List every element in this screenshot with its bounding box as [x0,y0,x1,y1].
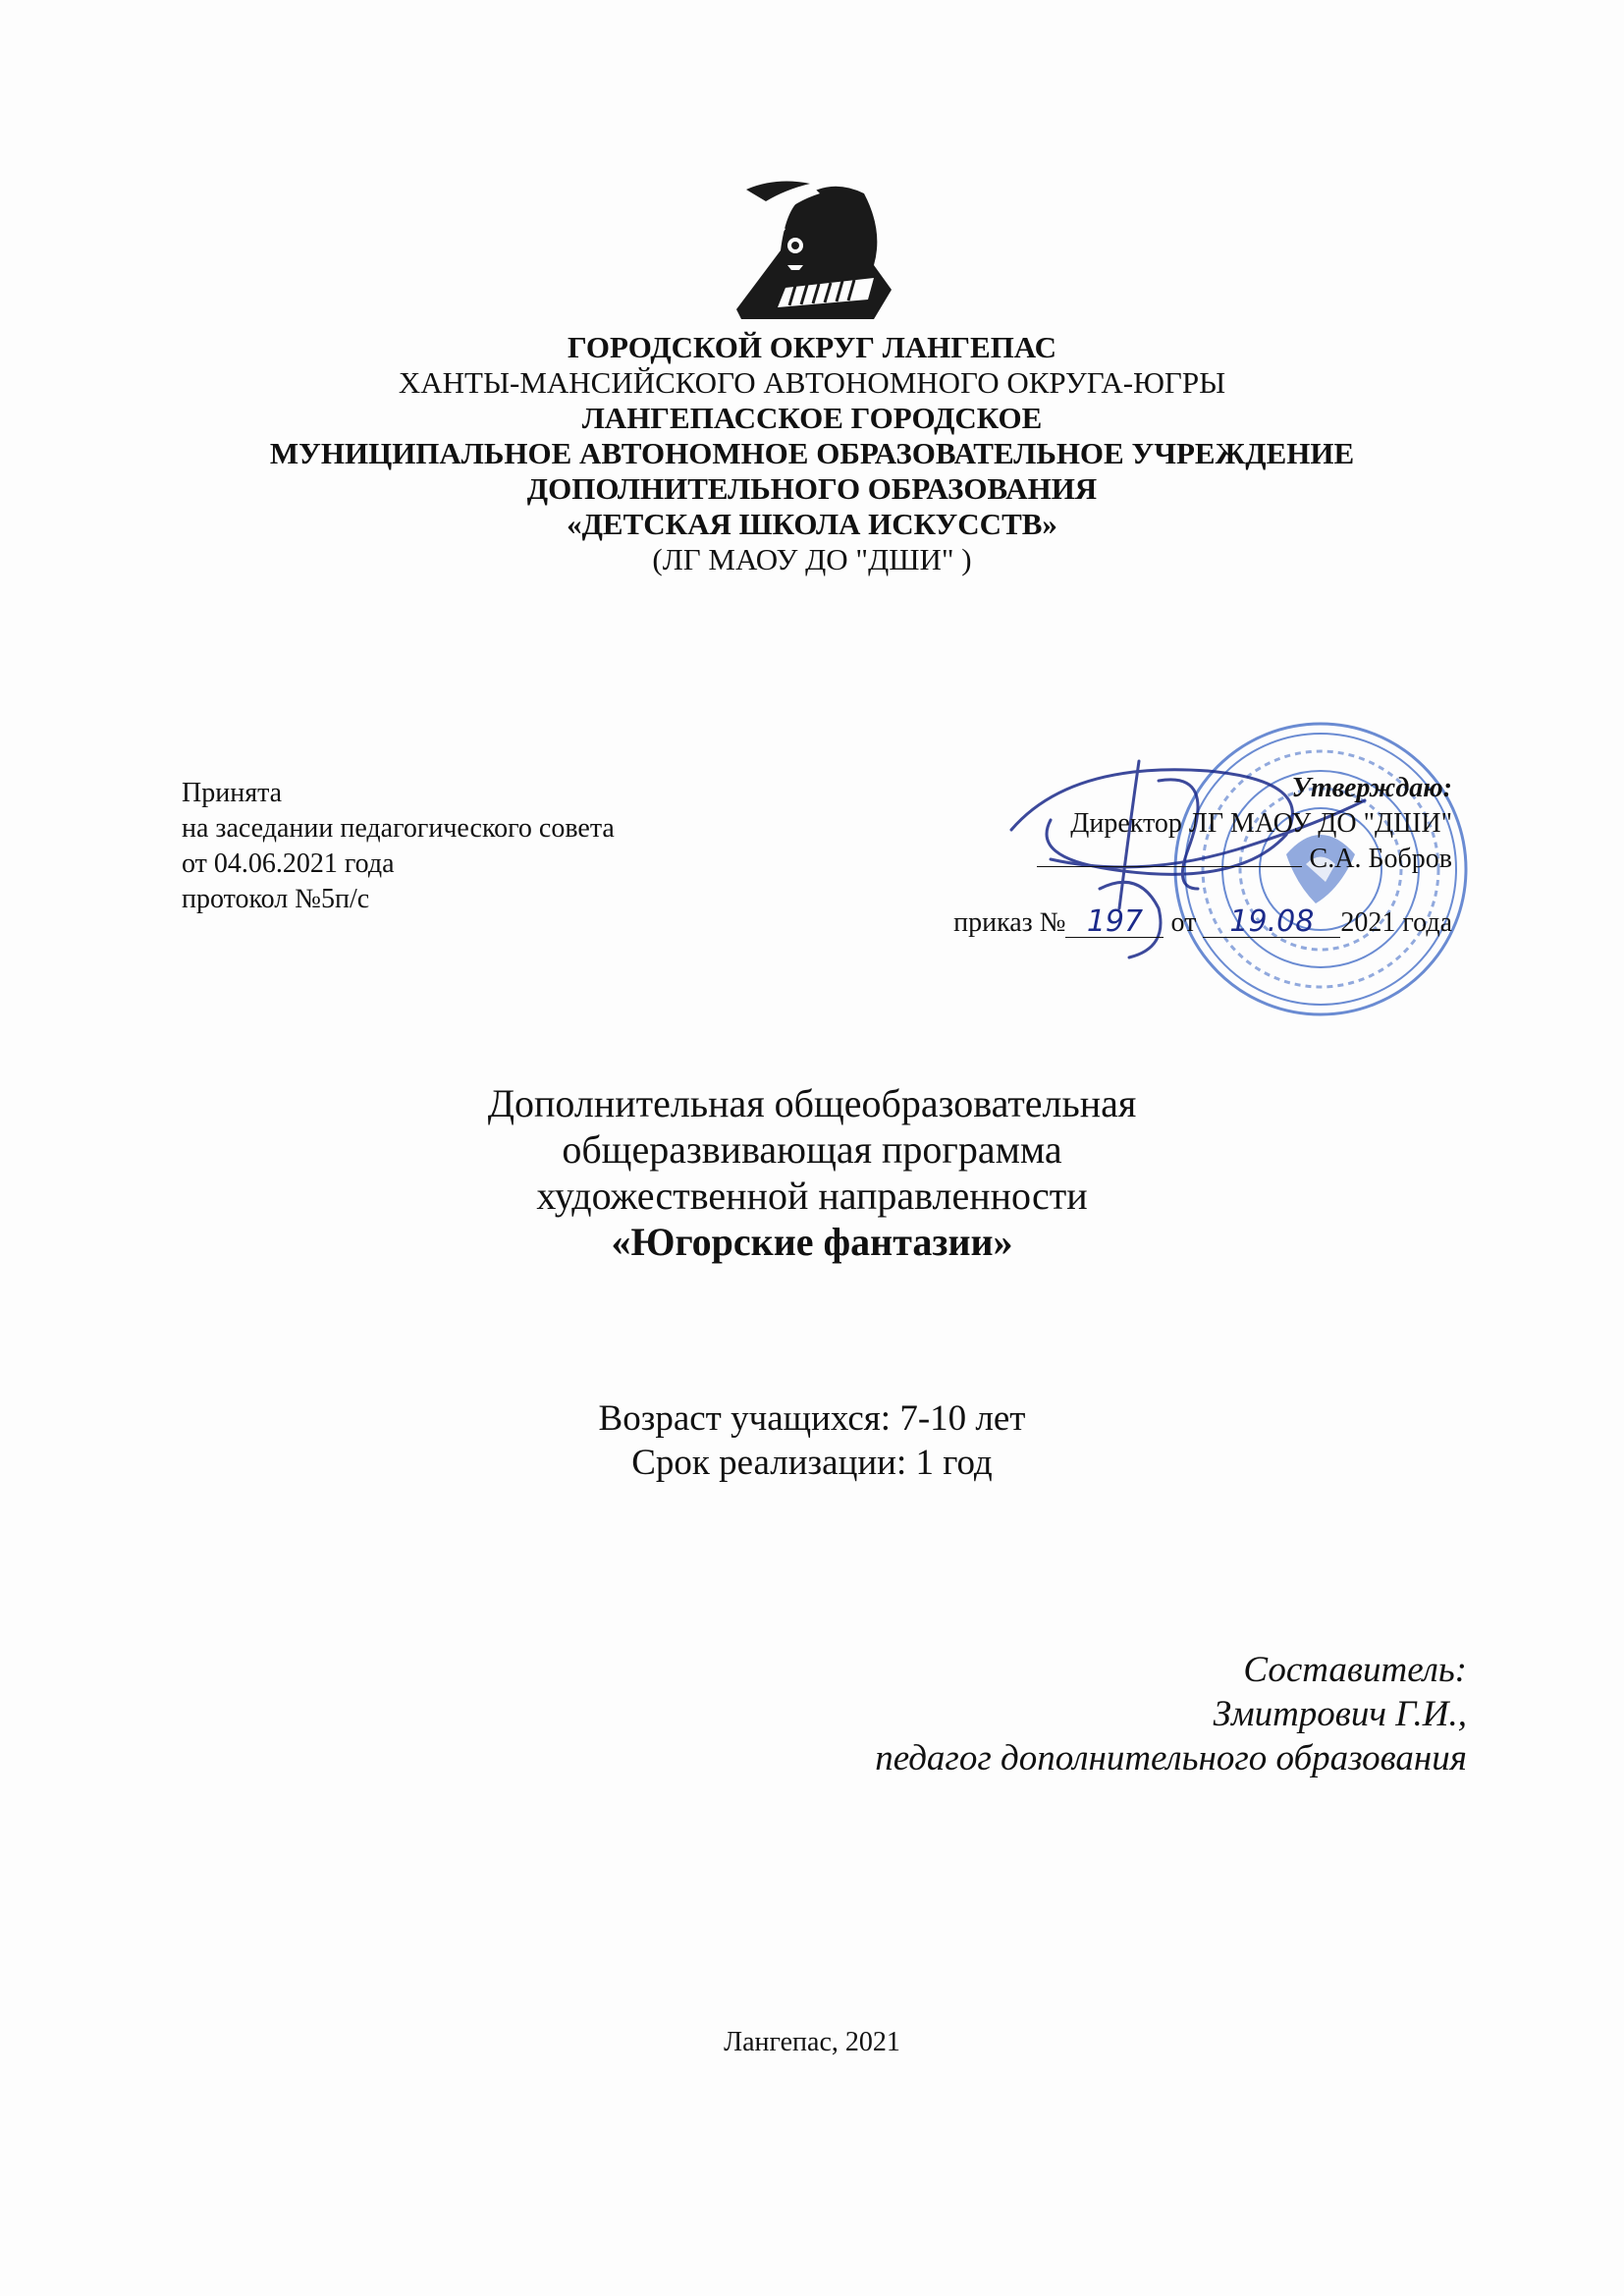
header-line-3: ЛАНГЕПАССКОЕ ГОРОДСКОЕ [581,401,1043,435]
signature-blank [1037,843,1302,867]
student-age: Возраст учащихся: 7-10 лет [598,1398,1026,1439]
program-details [0,1396,1624,1485]
accepted-line-3: протокол №5п/с [182,884,370,914]
accepted-label: Принята [182,778,283,808]
program-name: «Югорские фантазии» [611,1220,1013,1264]
header-line-7: (ЛГ МАОУ ДО "ДШИ" ) [652,542,972,576]
school-logo [727,172,893,319]
director-signature-line [1037,842,1452,877]
header-line-5: ДОПОЛНИТЕЛЬНОГО ОБРАЗОВАНИЯ [526,471,1098,506]
header-line-4: МУНИЦИПАЛЬНОЕ АВТОНОМНОЕ ОБРАЗОВАТЕЛЬНОЕ УЧРЕЖДЕНИЕ [269,436,1355,470]
header-line-6: «ДЕТСКАЯ ШКОЛА ИСКУССТВ» [567,507,1057,541]
order-prefix: приказ № [953,907,1066,938]
approved-block [1037,771,1452,877]
order-line [953,905,1452,941]
program-title-line-3: художественной направленности [536,1174,1088,1218]
author-label: Составитель: [1243,1650,1467,1690]
order-from: от [1170,907,1197,938]
director-position: Директор ЛГ МАОУ ДО "ДШИ" [1070,808,1452,839]
accepted-block [182,776,615,917]
program-title-line-2: общеразвивающая программа [562,1127,1062,1172]
author-name: Змитрович Г.И., [1213,1694,1467,1734]
order-date: 19.08 [1203,907,1340,938]
header-line-1: ГОРОДСКОЙ ОКРУГ ЛАНГЕПАС [567,330,1057,364]
header-line-2: ХАНТЫ-МАНСИЙСКОГО АВТОНОМНОГО ОКРУГА-ЮГРЫ [398,365,1226,400]
order-year: 2021 года [1340,907,1452,938]
program-title [0,1080,1624,1265]
place-year: Лангепас, 2021 [724,2027,900,2057]
accepted-line-1: на заседании педагогического совета [182,813,615,844]
program-title-line-1: Дополнительная общеобразовательная [487,1081,1137,1125]
approved-label: Утверждаю: [1291,773,1452,803]
institution-header [0,330,1624,577]
order-number: 197 [1065,907,1164,938]
program-term: Срок реализации: 1 год [631,1443,993,1483]
director-name: С.А. Бобров [1309,844,1452,874]
author-block [875,1648,1467,1780]
author-role: педагог дополнительного образования [875,1738,1467,1778]
accepted-line-2: от 04.06.2021 года [182,848,395,879]
